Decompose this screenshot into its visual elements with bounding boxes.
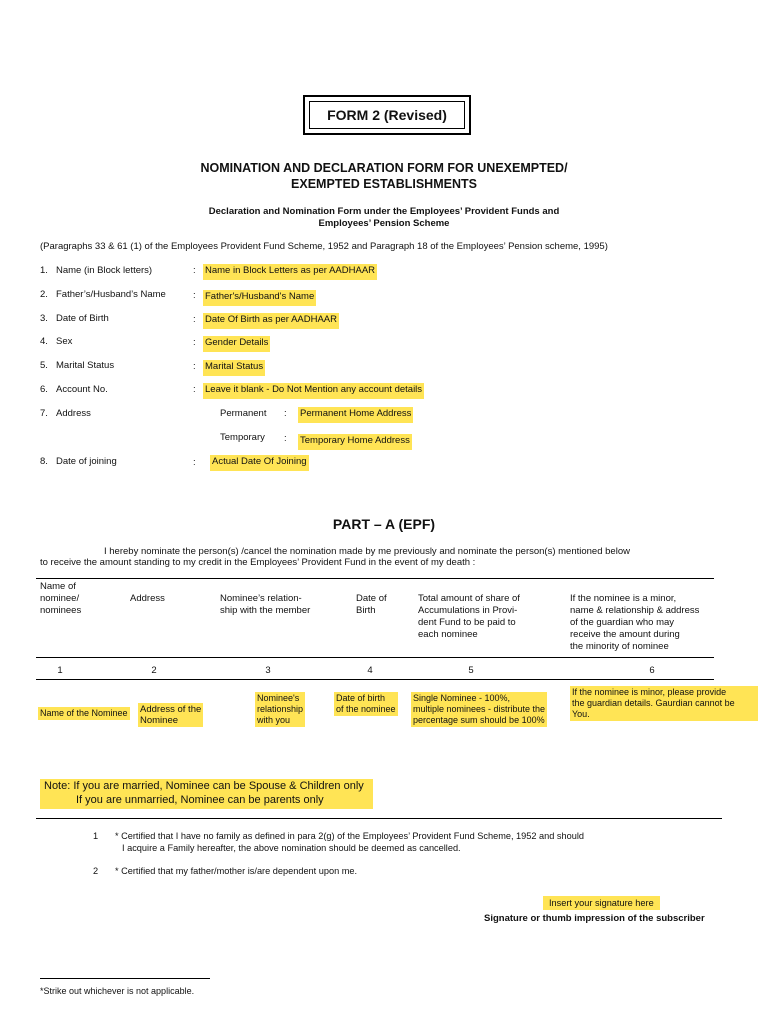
paragraph-reference: (Paragraphs 33 & 61 (1) of the Employees Provident Fund Scheme, 1952 and Paragraph 18 of the Employees’ Pension scheme, 1995) — [40, 241, 608, 252]
field-label-marital-status: Marital Status — [56, 360, 115, 371]
certification-1-number: 1 — [93, 831, 99, 841]
column-number: 4 — [367, 665, 373, 676]
field-label-sex: Sex — [56, 336, 73, 347]
field-colon: : — [193, 265, 196, 276]
field-number: 4. — [40, 336, 48, 347]
marital-nominee-note — [40, 779, 373, 809]
table-number-rule — [36, 679, 714, 680]
table-header-share: Total amount of share of Accumulations in Provi- dent Fund to be paid to each nominee — [418, 593, 520, 640]
field-colon: : — [193, 314, 196, 325]
note-line2: If you are unmarried, Nominee can be parents only — [76, 794, 324, 806]
field-label-father-husband: Father’s/Husband’s Name — [56, 289, 166, 300]
form-label-box — [303, 95, 471, 135]
field-number: 3. — [40, 313, 48, 324]
field-value-sex[interactable]: Gender Details — [203, 336, 270, 352]
table-cell-nominee-relationship[interactable]: Nominee's relationship with you — [257, 693, 304, 725]
field-value-marital-status[interactable]: Marital Status — [203, 360, 265, 376]
certification-1-line1: * Certified that I have no family as defined in para 2(g) of the Employees’ Provident Fund Scheme, 1952 and should — [115, 831, 585, 841]
table-header-rule — [36, 657, 714, 658]
address-permanent-label: Permanent — [220, 408, 267, 419]
column-number: 3 — [265, 665, 271, 676]
field-colon: : — [193, 361, 196, 372]
field-label-account-no: Account No. — [56, 384, 108, 395]
certification-2-line1: * Certified that my father/mother is/are dependent upon me. — [115, 866, 358, 876]
footnote-rule — [40, 978, 210, 979]
table-cell-nominee-dob[interactable]: Date of birth of the nominee — [336, 693, 396, 714]
field-colon: : — [193, 384, 196, 395]
part-a-title: PART – A (EPF) — [332, 516, 436, 532]
field-number: 2. — [40, 289, 48, 300]
field-value-account-no[interactable]: Leave it blank - Do Not Mention any account details — [203, 383, 424, 399]
form-title-line2: EXEMPTED ESTABLISHMENTS — [291, 177, 477, 191]
certification-1-line2: I acquire a Family hereafter, the above nomination should be deemed as cancelled. — [122, 843, 461, 853]
field-label-name: Name (in Block letters) — [56, 265, 153, 276]
note-line1: Note: If you are married, Nominee can be Spouse & Children only — [44, 780, 364, 792]
field-colon: : — [284, 408, 287, 419]
field-number: 1. — [40, 265, 48, 276]
table-header-guardian: If the nominee is a minor, name & relationship & address of the guardian who may receive the amount during the minority of nominee — [570, 593, 700, 652]
address-permanent-value[interactable]: Permanent Home Address — [298, 407, 413, 423]
column-number: 2 — [151, 665, 157, 676]
address-temporary-label: Temporary — [220, 432, 265, 443]
field-value-dob[interactable]: Date Of Birth as per AADHAAR — [203, 313, 339, 329]
field-colon: : — [193, 457, 196, 468]
column-number: 5 — [468, 665, 474, 676]
field-colon: : — [284, 433, 287, 444]
signature-placeholder[interactable]: Insert your signature here — [543, 896, 660, 910]
table-cell-nominee-name[interactable]: Name of the Nominee — [40, 708, 128, 718]
field-number: 6. — [40, 384, 48, 395]
form-title-line1: NOMINATION AND DECLARATION FORM FOR UNEXEMPTED/ — [200, 161, 568, 175]
certification-2-number: 2 — [93, 866, 99, 876]
field-number: 5. — [40, 360, 48, 371]
table-top-rule — [36, 578, 714, 579]
nomination-intro-line2: to receive the amount standing to my credit in the Employees’ Provident Fund in the event of my death : — [40, 557, 476, 568]
field-colon: : — [193, 290, 196, 301]
address-temporary-value[interactable]: Temporary Home Address — [298, 434, 412, 450]
nomination-intro-line1: I hereby nominate the person(s) /cancel the nomination made by me previously and nominate the person(s) mentioned below — [104, 546, 630, 557]
table-header-dob: Date of Birth — [356, 593, 387, 616]
field-value-date-of-joining[interactable]: Actual Date Of Joining — [210, 455, 309, 471]
field-number: 8. — [40, 456, 48, 467]
field-label-dob: Date of Birth — [56, 313, 109, 324]
table-cell-guardian-details[interactable]: If the nominee is minor, please provide the guardian details. Gaurdian cannot be You. — [570, 686, 758, 721]
field-number: 7. — [40, 408, 48, 419]
field-label-date-of-joining: Date of joining — [56, 456, 117, 467]
form-label: FORM 2 (Revised) — [309, 101, 465, 129]
form-subtitle-line2: Employees’ Pension Scheme — [318, 218, 450, 229]
column-number: 6 — [649, 665, 655, 676]
footnote: *Strike out whichever is not applicable. — [40, 986, 195, 996]
field-value-father-husband[interactable]: Father's/Husband's Name — [203, 290, 316, 306]
form-subtitle-line1: Declaration and Nomination Form under the Employees’ Provident Funds and — [208, 206, 560, 217]
table-header-name: Name of nominee/ nominees — [40, 581, 82, 616]
column-number: 1 — [57, 665, 63, 676]
table-cell-nominee-address[interactable]: Address of the Nominee — [140, 704, 202, 726]
field-value-name[interactable]: Name in Block Letters as per AADHAAR — [203, 264, 377, 280]
field-colon: : — [193, 337, 196, 348]
table-header-address: Address — [130, 593, 165, 604]
section-rule — [36, 818, 722, 819]
signature-label: Signature or thumb impression of the subscriber — [484, 913, 705, 924]
table-cell-nominee-share[interactable]: Single Nominee - 100%, multiple nominees - distribute the percentage sum should be 100% — [413, 693, 546, 725]
table-header-relationship: Nominee’s relation- ship with the member — [220, 593, 311, 616]
field-label-address: Address — [56, 408, 91, 419]
